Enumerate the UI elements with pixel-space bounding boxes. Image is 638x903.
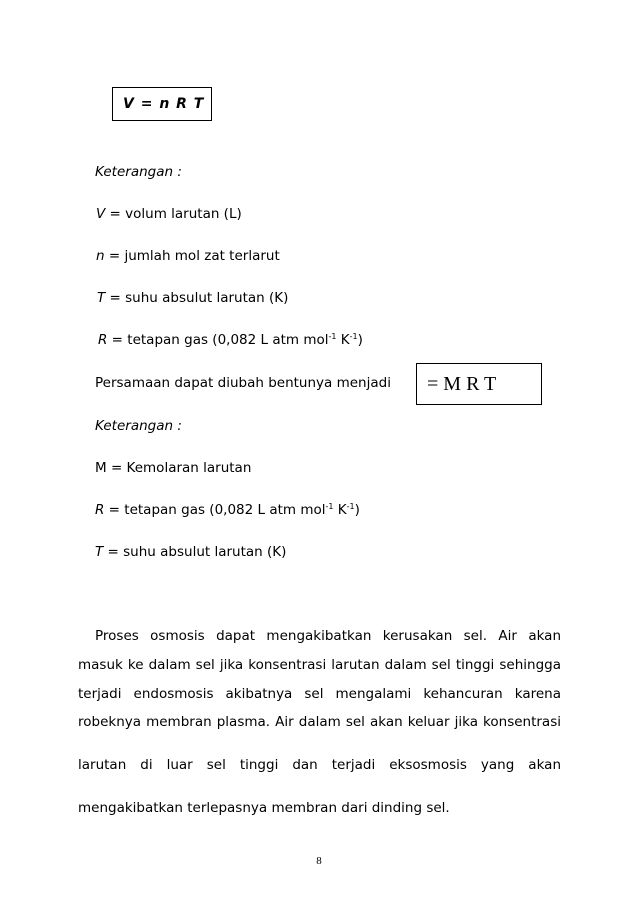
def-r-text: = tetapan gas (0,082 L atm mol [107,332,329,348]
def-r-2-sup-mol: -1 [325,502,334,511]
def-m: M = Kemolaran larutan [95,460,252,476]
def-r [98,331,363,349]
def-t-2-text: = suhu absulut larutan (K) [103,544,287,560]
def-r-2-end: ) [354,502,360,518]
paragraph-line-3: terjadi endosmosis akibatnya sel mengalami kehancuran karena [78,686,561,702]
def-n-symbol: n [96,248,105,264]
def-t-2 [95,543,286,561]
def-r-2-text: = tetapan gas (0,082 L atm mol [104,502,326,518]
def-t-2-symbol: T [95,544,104,560]
keterangan-heading-1: Keterangan : [95,164,182,180]
def-t-text: = suhu absulut larutan (K) [105,290,289,306]
paragraph-line-6: mengakibatkan terlepasnya membran dari dinding sel. [78,800,450,816]
formula-box-vnrt [112,87,212,121]
paragraph-line-1: Proses osmosis dapat mengakibatkan kerusakan sel. Air akan [95,628,561,644]
formula-box-mrt [416,363,542,405]
def-t [97,289,288,307]
def-n-text: = jumlah mol zat terlarut [104,248,280,264]
def-t-symbol: T [97,290,106,306]
def-r-2-sup-k: -1 [346,502,355,511]
def-r-sup-mol: -1 [328,332,337,341]
def-r-k: K [336,332,350,348]
formula-mrt: = M R T [427,373,497,395]
def-n [96,247,280,265]
paragraph-line-2: masuk ke dalam sel jika konsentrasi larutan dalam sel tinggi sehingga [78,657,561,673]
def-r-2-symbol: R [95,502,105,518]
paragraph-line-4: robeknya membran plasma. Air dalam sel akan keluar jika konsentrasi [78,714,561,730]
def-v-text: = volum larutan (L) [105,206,242,222]
def-r-symbol: R [98,332,108,348]
def-v-symbol: V [96,206,106,222]
def-r-end: ) [357,332,363,348]
def-r-2 [95,501,360,519]
formula-vnrt: V = n R T [123,96,205,112]
def-r-sup-k: -1 [349,332,358,341]
persamaan-text: Persamaan dapat diubah bentunya menjadi [95,375,391,391]
keterangan-heading-2: Keterangan : [95,418,182,434]
paragraph-line-5: larutan di luar sel tinggi dan terjadi eksosmosis yang akan [78,757,561,773]
page-number: 8 [316,855,322,867]
def-r-2-k: K [333,502,347,518]
def-v [96,205,242,223]
